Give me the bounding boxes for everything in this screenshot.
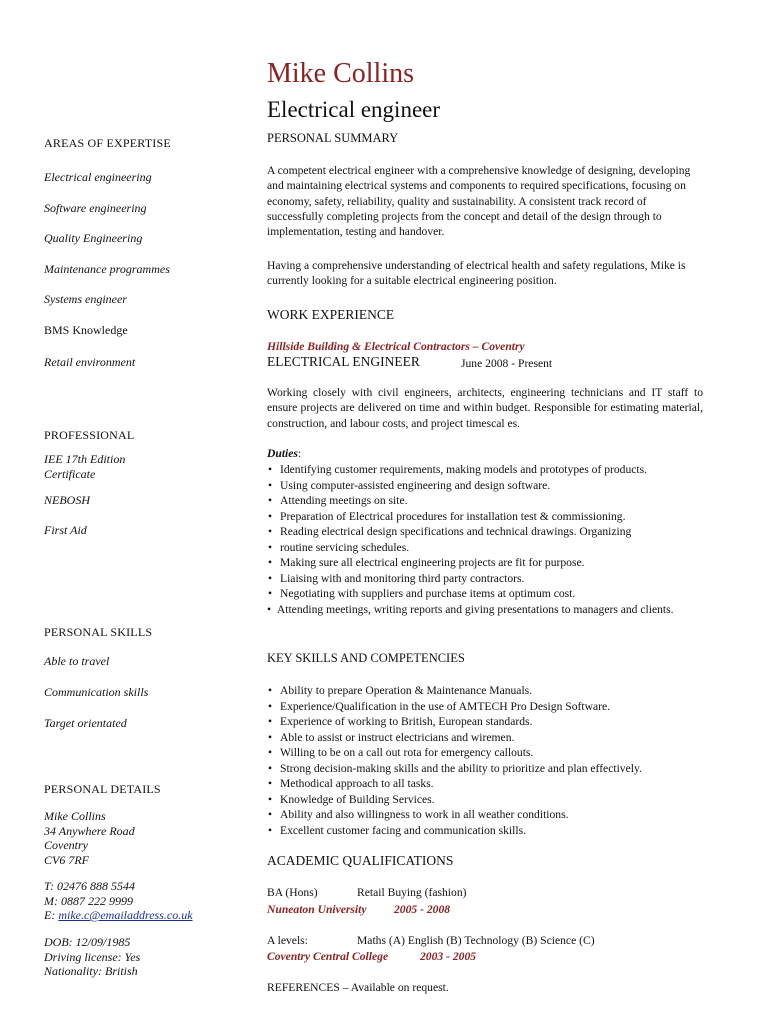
summary-paragraph-2: Having a comprehensive understanding of electrical health and safety regulations, Mike is currently looking for a suitable electrical engineering position. xyxy=(267,259,686,288)
duty-text: Negotiating with suppliers and purchase items at optimum cost. xyxy=(280,587,576,600)
date-of-birth: DOB: 12/09/1985 xyxy=(44,935,131,949)
employer: Hillside Building & Electrical Contractors – Coventry xyxy=(267,340,525,353)
duties-colon: : xyxy=(297,447,302,460)
candidate-name: Mike Collins xyxy=(267,58,415,89)
contact-name: Mike Collins xyxy=(44,809,106,823)
contact-postcode: CV6 7RF xyxy=(44,852,89,867)
bullet-icon: • xyxy=(268,556,273,569)
list-item xyxy=(267,555,707,571)
skill-item: Able to travel xyxy=(44,654,110,668)
expertise-item: Software engineering xyxy=(44,201,147,215)
degree-subject: Retail Buying (fashion) xyxy=(357,886,467,899)
list-item xyxy=(267,586,707,602)
professional-item: NEBOSH xyxy=(44,493,90,507)
degree: BA (Hons) xyxy=(267,886,318,899)
nationality: Nationality: British xyxy=(44,964,138,978)
bullet-icon: • xyxy=(268,777,273,790)
bullet-icon: • xyxy=(268,792,273,806)
list-item xyxy=(267,571,707,587)
college-dates: 2003 - 2005 xyxy=(420,950,477,963)
job-role: ELECTRICAL ENGINEER xyxy=(267,354,420,369)
bullet-icon: • xyxy=(268,478,273,492)
contact-address: 34 Anywhere Road xyxy=(44,823,135,838)
list-item xyxy=(267,776,707,792)
skill-text: Ability and also willingness to work in all weather conditions. xyxy=(280,808,569,821)
duty-text: routine servicing schedules. xyxy=(280,540,410,554)
list-item xyxy=(267,714,707,730)
duty-text: Attending meetings on site. xyxy=(280,494,408,507)
duty-text: Preparation of Electrical procedures for installation test & commissioning. xyxy=(280,509,626,523)
duty-text: Liaising with and monitoring third party contractors. xyxy=(280,571,525,585)
bullet-icon: • xyxy=(268,823,273,837)
duty-text: Using computer-assisted engineering and design software. xyxy=(280,478,551,492)
list-item xyxy=(267,730,707,746)
contact-numbers xyxy=(44,879,254,923)
list-item xyxy=(267,761,707,777)
key-skills-list xyxy=(267,683,707,838)
references: REFERENCES – Available on request. xyxy=(267,981,449,994)
bullet-icon: • xyxy=(268,746,273,759)
driving-license: Driving license: Yes xyxy=(44,949,141,964)
bullet-icon: • xyxy=(268,761,273,775)
skill-text: Methodical approach to all tasks. xyxy=(280,777,434,790)
expertise-item: BMS Knowledge xyxy=(44,323,128,337)
bullet-icon: • xyxy=(268,587,273,600)
a-levels: A levels: xyxy=(267,934,308,947)
bullet-icon: • xyxy=(268,730,273,744)
bullet-icon: • xyxy=(268,509,273,523)
job-description: Working closely with civil engineers, architects, engineering technicians and IT staff to ensure projects are delivered on time and within budget. Responsible for estimating material, construction, and labour costs, and project timescal es. xyxy=(267,386,703,430)
college: Coventry Central College xyxy=(267,950,389,963)
bullet-icon: • xyxy=(268,684,273,697)
email-link[interactable]: mike.c@emailaddress.co.uk xyxy=(58,908,193,922)
list-item xyxy=(267,524,707,540)
personal-info xyxy=(44,935,244,979)
details-heading: PERSONAL DETAILS xyxy=(44,782,161,796)
university: Nuneaton University xyxy=(267,903,367,916)
skill-text: Willing to be on a call out rota for emergency callouts. xyxy=(280,746,534,759)
contact-block xyxy=(44,809,244,867)
bullet-icon: • xyxy=(268,494,273,507)
bullet-icon: • xyxy=(268,808,273,821)
expertise-item: Quality Engineering xyxy=(44,231,143,245)
contact-email-row xyxy=(44,908,254,923)
professional-item: First Aid xyxy=(44,523,87,537)
list-item xyxy=(267,792,707,808)
skill-text: Strong decision-making skills and the ability to prioritize and plan effectively. xyxy=(280,761,642,775)
skill-item: Communication skills xyxy=(44,685,149,699)
list-item xyxy=(267,745,707,761)
duty-text: Attending meetings, writing reports and giving presentations to managers and clients. xyxy=(276,602,674,616)
summary-paragraph: A competent electrical engineer with a comprehensive knowledge of designing, developing and maintaining electrical systems and components to required specifications, focusing on economy, safety, reliability, quality and sustainability. A consistent track record of successfully completing projects from the concept and detail of the design through to implementation, testing and handover. xyxy=(267,164,691,239)
bullet-icon: • xyxy=(268,571,273,585)
list-item xyxy=(267,602,707,618)
duties-list xyxy=(267,462,707,617)
duties-label-row xyxy=(267,447,301,460)
skill-item: Target orientated xyxy=(44,716,127,730)
bullet-icon: • xyxy=(268,699,273,713)
skill-text: Excellent customer facing and communication skills. xyxy=(280,823,526,837)
professional-item: IEE 17th Edition Certificate xyxy=(44,452,126,481)
contact-mobile: M: 0887 222 9999 xyxy=(44,893,133,908)
list-item xyxy=(267,823,707,839)
list-item xyxy=(267,683,707,699)
list-item xyxy=(267,540,707,556)
job-title: Electrical engineer xyxy=(267,97,441,122)
email-prefix: E: xyxy=(44,908,59,922)
professional-heading: PROFESSIONAL xyxy=(44,428,135,442)
duty-text: Making sure all electrical engineering projects are fit for purpose. xyxy=(280,556,585,569)
skills-heading: PERSONAL SKILLS xyxy=(44,625,153,639)
expertise-item: Retail environment xyxy=(44,355,136,369)
key-skills-heading: KEY SKILLS AND COMPETENCIES xyxy=(267,651,465,665)
bullet-icon: • xyxy=(268,540,273,554)
bullet-icon: • xyxy=(267,602,277,616)
list-item xyxy=(267,462,707,478)
duty-text: Identifying customer requirements, making models and prototypes of products. xyxy=(280,463,648,476)
list-item xyxy=(267,509,707,525)
work-heading: WORK EXPERIENCE xyxy=(267,307,395,322)
skill-text: Experience/Qualification in the use of AMTECH Pro Design Software. xyxy=(280,699,611,713)
expertise-item: Systems engineer xyxy=(44,292,127,306)
expertise-item: Maintenance programmes xyxy=(44,262,170,276)
summary-heading: PERSONAL SUMMARY xyxy=(267,131,399,145)
academic-heading: ACADEMIC QUALIFICATIONS xyxy=(267,853,454,868)
duties-label: Duties xyxy=(267,447,298,460)
skill-text: Ability to prepare Operation & Maintenance Manuals. xyxy=(280,684,533,697)
skill-text: Experience of working to British, European standards. xyxy=(280,715,533,728)
list-item xyxy=(267,478,707,494)
job-dates: June 2008 - Present xyxy=(461,357,553,370)
contact-city: Coventry xyxy=(44,838,88,852)
skill-text: Knowledge of Building Services. xyxy=(280,792,435,806)
university-dates: 2005 - 2008 xyxy=(394,903,451,916)
bullet-icon: • xyxy=(268,715,273,728)
list-item xyxy=(267,699,707,715)
expertise-item: Electrical engineering xyxy=(44,170,152,184)
list-item xyxy=(267,493,707,509)
skill-text: Able to assist or instruct electricians and wiremen. xyxy=(280,730,515,744)
list-item xyxy=(267,807,707,823)
duty-text: Reading electrical design specifications and technical drawings. Organizing xyxy=(280,525,632,538)
contact-telephone: T: 02476 888 5544 xyxy=(44,879,136,893)
a-levels-subjects: Maths (A) English (B) Technology (B) Science (C) xyxy=(357,934,595,947)
bullet-icon: • xyxy=(268,525,273,538)
bullet-icon: • xyxy=(268,463,273,476)
expertise-heading: AREAS OF EXPERTISE xyxy=(44,136,171,150)
